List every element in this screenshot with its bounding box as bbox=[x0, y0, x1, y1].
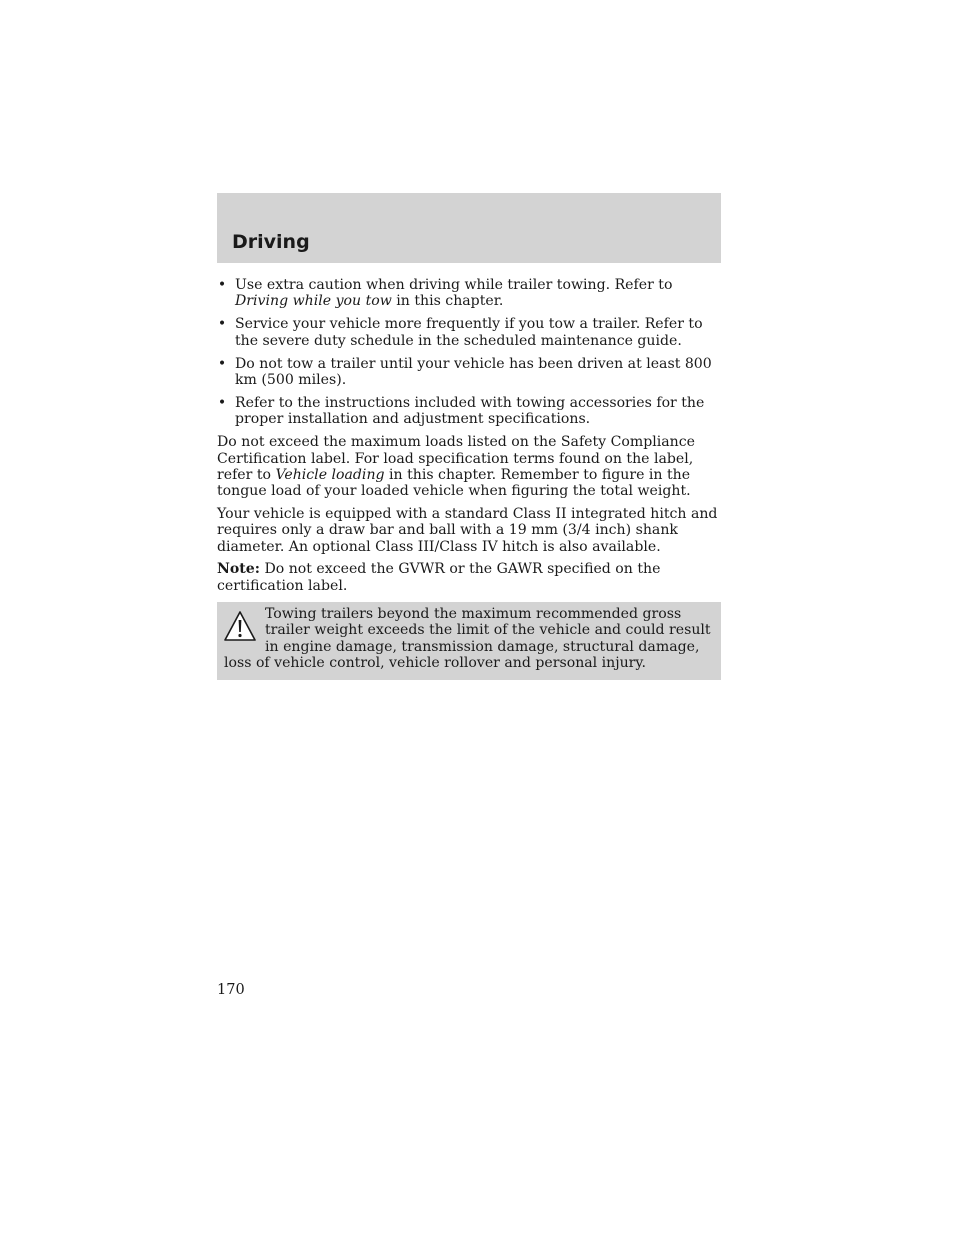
note-text: Do not exceed the GVWR or the GAWR specified on the certification label. bbox=[217, 561, 661, 594]
paragraph-text: Do not exceed the maximum loads listed on the Safety Compliance Certification label. For load specification terms found on the label, refer to bbox=[217, 434, 695, 484]
bullet-text: Do not tow a trailer until your vehicle has been driven at least 800 km (500 miles). bbox=[235, 355, 712, 389]
bullet-dot: • bbox=[217, 355, 227, 372]
note-paragraph bbox=[217, 561, 721, 594]
bullet-dot: • bbox=[217, 316, 227, 333]
bullet-dot: • bbox=[217, 277, 227, 293]
warning-box bbox=[217, 602, 721, 680]
bullet-text: Refer to the instructions included with towing accessories for the proper installation and adjustment specifications. bbox=[235, 394, 705, 428]
loads-paragraph bbox=[217, 434, 721, 500]
note-label: Note: bbox=[217, 561, 260, 578]
list-item bbox=[217, 395, 721, 428]
bullet-list bbox=[217, 277, 721, 428]
bullet-text-end: in this chapter. bbox=[391, 293, 504, 310]
main-content bbox=[217, 277, 721, 600]
section-title: Driving bbox=[232, 231, 310, 253]
list-item bbox=[217, 356, 721, 389]
cross-reference: Vehicle loading bbox=[275, 467, 385, 484]
page-number: 170 bbox=[217, 982, 245, 998]
warning-text: Towing trailers beyond the maximum recommended gross trailer weight exceeds the limit of the vehicle and could result in engine damage, transmission damage, structural damage, loss of vehicle control, vehicle rollover and personal injury. bbox=[224, 606, 711, 672]
list-item bbox=[217, 316, 721, 349]
bullet-dot: • bbox=[217, 394, 227, 411]
warning-triangle-icon bbox=[223, 609, 257, 643]
hitch-paragraph: Your vehicle is equipped with a standard Class II integrated hitch and requires only a draw bar and ball with a 19 mm (3/4 inch) shank diameter. An optional Class III/Class IV hitch is also available. bbox=[217, 505, 718, 555]
cross-reference: Driving while you tow bbox=[235, 293, 392, 310]
bullet-text: Service your vehicle more frequently if you tow a trailer. Refer to the severe duty schedule in the scheduled maintenance guide. bbox=[235, 316, 703, 349]
section-header-band bbox=[217, 193, 721, 263]
list-item bbox=[217, 277, 721, 310]
bullet-text: Use extra caution when driving while trailer towing. Refer to bbox=[235, 277, 673, 293]
paragraph-text-end: in this chapter. Remember to figure in the tongue load of your loaded vehicle when figuring the total weight. bbox=[217, 467, 691, 500]
